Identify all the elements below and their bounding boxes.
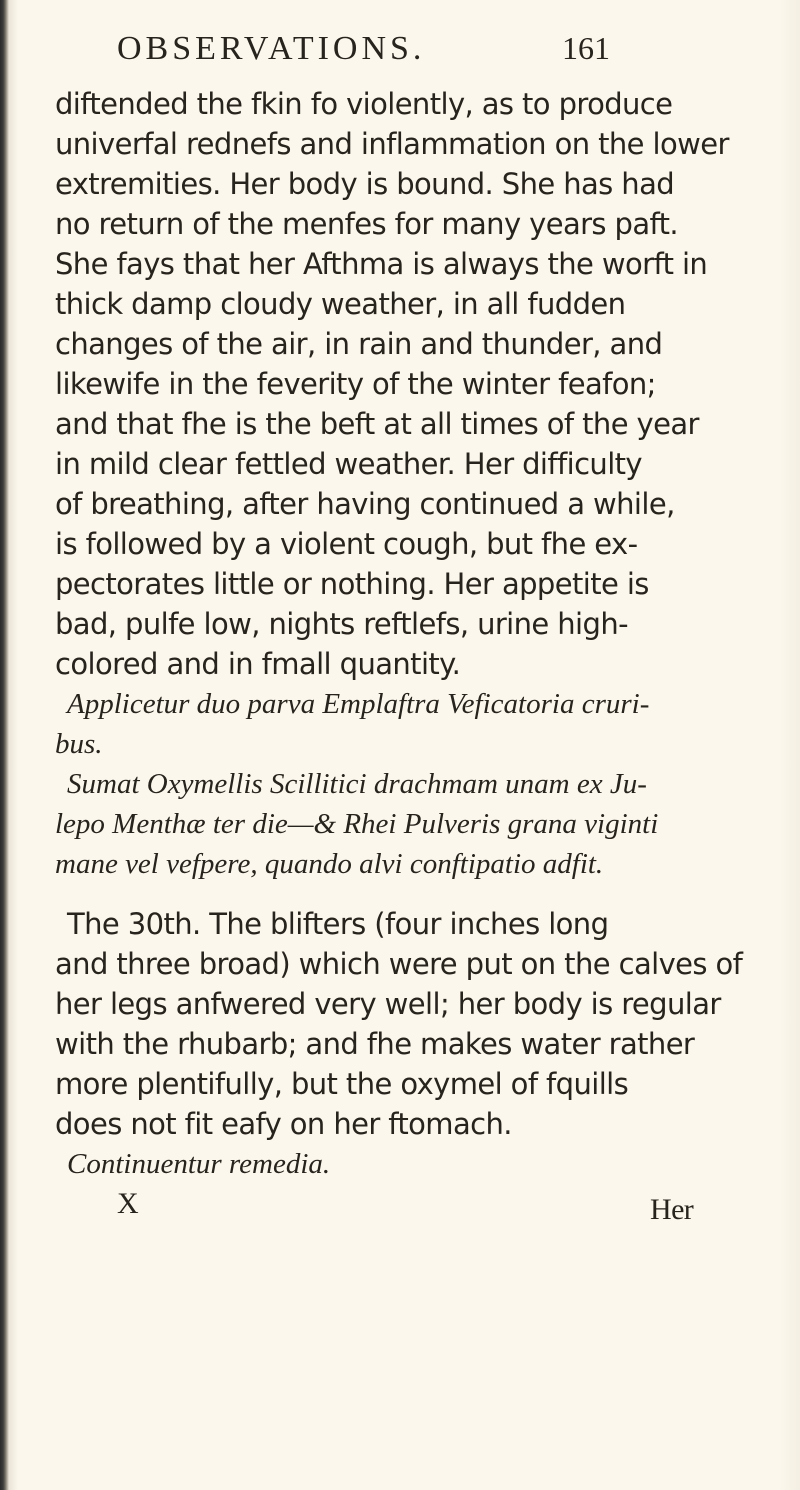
text-line: of breathing, after having continued a while, xyxy=(55,487,675,521)
page-footer xyxy=(55,1184,790,1224)
prescription-continue: Continuentur remedia. xyxy=(67,1148,331,1180)
running-title: OBSERVATIONS. xyxy=(117,30,426,67)
text-line: The 30th. The blifters (four inches long xyxy=(67,907,609,941)
text-line: diftended the fkin fo violently, as to produce xyxy=(55,87,673,121)
prescription-oxymel xyxy=(55,764,790,884)
text-line: likewife in the feverity of the winter feafon; xyxy=(55,367,656,401)
latin-line: lepo Menthæ ter die—& Rhei Pulveris grana viginti xyxy=(55,808,659,840)
text-line: and three broad) which were put on the calves of xyxy=(55,947,743,981)
paragraph-gap xyxy=(55,884,790,904)
text-line: extremities. Her body is bound. She has had xyxy=(55,167,675,201)
paragraph-30th xyxy=(55,904,790,1144)
latin-line: bus. xyxy=(55,728,103,760)
text-line: She fays that her Afthma is always the worft in xyxy=(55,247,708,281)
signature-mark: X xyxy=(117,1187,139,1220)
prescription-blisters xyxy=(55,684,790,764)
latin-line: mane vel vefpere, quando alvi conftipatio adfit. xyxy=(55,848,604,880)
paragraph-case-notes xyxy=(55,84,790,684)
page-body xyxy=(55,84,790,1224)
text-line: her legs anfwered very well; her body is regular xyxy=(55,987,721,1021)
text-line: thick damp cloudy weather, in all fudden xyxy=(55,287,626,321)
text-line: and that fhe is the beft at all times of the year xyxy=(55,407,699,441)
text-line: univerfal rednefs and inflammation on the lower xyxy=(55,127,729,161)
text-line: colored and in fmall quantity. xyxy=(55,647,461,681)
text-line: with the rhubarb; and fhe makes water rather xyxy=(55,1027,695,1061)
text-line: pectorates little or nothing. Her appetite is xyxy=(55,567,649,601)
text-line: in mild clear fettled weather. Her difficulty xyxy=(55,447,642,481)
page-number: 161 xyxy=(562,30,610,66)
latin-line: Sumat Oxymellis Scillitici drachmam unam ex Ju- xyxy=(67,768,647,800)
text-line: changes of the air, in rain and thunder, and xyxy=(55,327,663,361)
latin-line: Applicetur duo parva Emplaftra Veficatoria cruri- xyxy=(67,688,650,720)
text-line: bad, pulfe low, nights reftlefs, urine high- xyxy=(55,607,628,641)
page-header xyxy=(117,30,637,72)
catchword: Her xyxy=(650,1193,694,1226)
text-line: no return of the menfes for many years paft. xyxy=(55,207,679,241)
text-line: is followed by a violent cough, but fhe ex- xyxy=(55,527,638,561)
text-line: does not fit eafy on her ftomach. xyxy=(55,1107,512,1141)
text-line: more plentifully, but the oxymel of fquills xyxy=(55,1067,629,1101)
